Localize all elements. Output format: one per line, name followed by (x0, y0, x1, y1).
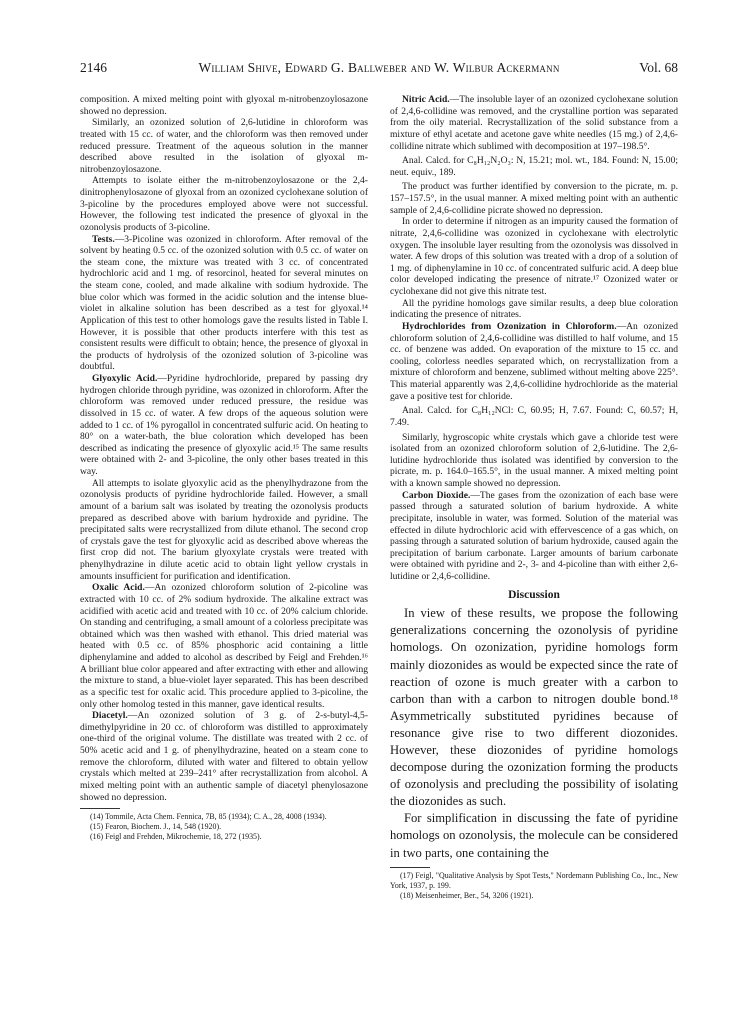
paragraph-body: —3-Picoline was ozonized in chloroform. After removal of the solvent by heating 0.5 cc. of the ozonized solution with 0.5 cc. of water on the steam cone, the mixture was treated with 3 cc. of concentrated hydrochloric acid and 1 mg. of resorcinol, heated for several minutes on the steam cone, cooled, and made alkaline with sodium hydroxide. The blue color which was formed in the acidic solution and the intense blue-violet in alkaline solution has been described as a test for glyoxal.¹⁴ Application of this test to other homologs gave the results listed in Table I. However, it is possible that other products interfere with this test as consistent results were difficult to obtain; hence, the presence of glyoxal in the products of hydrolysis of the ozonized solution of 3-picoline was doubtful. (80, 233, 368, 373)
paragraph: In order to determine if nitrogen as an impurity caused the formation of nitrate, 2,4,6-collidine was ozonized in cyclohexane with electrolytic oxygen. The insoluble layer resulting from the ozonolysis was dissolved in water. A few drops of this solution was treated with a drop of a solution of 1 mg. of diphenylamine in 10 cc. of concentrated sulfuric acid. A deep blue color developed indicating the presence of nitrate.¹⁷ Ozonized water or cyclohexane did not give this nitrate test. (390, 216, 678, 297)
section-heading: Discussion (508, 588, 560, 601)
footnote-rule (80, 808, 120, 809)
analysis-line: Anal. Calcd. for C₈H₁₂NCl: C, 60.95; H, 7.67. Found: C, 60.57; H, 7.49. (390, 405, 678, 428)
paragraph-heading: Diacetyl. (92, 710, 128, 722)
running-head: William Shive, Edward G. Ballweber and W. Wilbur Ackermann (198, 60, 560, 75)
paragraph: In view of these results, we propose the following generalizations concerning the ozonolysis of pyridine homologs. On ozonization, pyridine homologs form mainly diozonides as would be expected since the rate of reaction of ozone is much greater with a carbon to carbon than with a carbon to nitrogen double bond.¹⁸ Asymmetrically substituted pyridines because of resonance give rise to two different diozonides. However, these diozonides of pyridine homologs decompose during the ozonization forming the products of ozonolysis and precluding the possibility of isolating the diozonides as such. (390, 606, 678, 809)
paragraph-body: —The gases from the ozonization of each base were passed through a saturated solution of barium hydroxide. A white precipitate, insoluble in water, was formed. Solution of the material was effected in dilute hydrochloric acid with effervescence of a gas which, on passing through a saturated solution of barium hydroxide, caused again the precipitation of barium carbonate. Larger amounts of barium carbonate were obtained with pyridine and 2-, 3- and 4-picoline than with either 2,6-lutidine or 2,4,6-collidine. (390, 489, 678, 582)
volume-label: Vol. 68 (639, 60, 678, 75)
page-header (80, 60, 678, 80)
paragraph: All attempts to isolate glyoxylic acid as the phenylhydrazone from the ozonolysis products of pyridine hydrochloride failed. However, a small amount of a barium salt was isolated by treating the ozonolysis products prepared as described above with barium hydroxide and pyridine. The precipitated salts were recrystallized from dilute ethanol. The second crop of crystals gave the test for glyoxylic acid as described above whereas the first crop did not. The barium glyoxylate crystals were treated with phenylhydrazine in dilute acetic acid to obtain light yellow crystals in amounts insufficient for purification and identification. (80, 477, 368, 582)
footnotes (80, 812, 368, 842)
paragraph-body: —An ozonized chloroform solution of 2-picoline was extracted with 10 cc. of 2% sodium hydroxide. The alkaline extract was acidified with acetic acid and treated with 10 cc. of 20% calcium chloride. On standing and centrifuging, a small amount of a colorless precipitate was obtained which was then washed with ethanol. This dried material was heated with 0.5 cc. of 85% phosphoric acid containing a little diphenylamine and added to alcohol as described by Feigl and Frehden.¹⁶ A brilliant blue color appeared and after extracting with ether and allowing the mixture to stand, a blue-violet layer separated. This has been described as a specific test for oxalic acid. This procedure applied to 3-picoline, the only other homolog tested in this manner, gave identical results. (80, 582, 369, 710)
paragraph: Similarly, hygroscopic white crystals which gave a chloride test were isolated from an ozonized chloroform solution of 2,6-lutidine. The 2,6-lutidine hydrochloride thus isolated was identified by conversion to the picrate, m. p. 164.0–165.5°, in the usual manner. A mixed melting point with a known sample showed no depression. (390, 431, 678, 489)
analysis-line: Anal. Calcd. for C₈H₁₂N₂O₃: N, 15.21; mol. wt., 184. Found: N, 15.00; neut. equiv., 189. (390, 155, 678, 178)
paragraph-heading: Carbon Dioxide. (402, 489, 471, 501)
footnote: (16) Feigl and Frehden, Mikrochemie, 18, 272 (1935). (90, 832, 262, 842)
right-column (390, 94, 678, 901)
paragraph: For simplification in discussing the fate of pyridine homologs on ozonolysis, the molecule can be considered in two parts, one containing the (390, 811, 678, 860)
paragraph-body: —An ozonized solution of 3 g. of 2-s-butyl-4,5-dimethylpyridine in 20 cc. of chloroform was distilled to approximately one-third of the original volume. The distillate was treated with 2 cc. of 50% acetic acid and 1 g. of phenylhydrazine, heated on a steam cone to remove the chloroform, diluted with water and filtered to obtain yellow crystals which melted at 239–241° after recrystallization from alcohol. A mixed melting point with an authentic sample of diacetyl phenylosazone showed no depression. (80, 710, 368, 803)
left-column (80, 94, 368, 842)
paragraph-body: —The insoluble layer of an ozonized cyclohexane solution of 2,4,6-collidine was removed, and the crystalline portion was separated from the oily material. Recrystallization of the solid substance from a mixture of ethyl acetate and acetone gave white needles (15 mg.) of 2,4,6-collidine nitrate which sublimed with decomposition at 197–198.5°. (390, 94, 679, 152)
paragraph (390, 94, 678, 152)
paragraph-heading: Glyoxylic Acid. (92, 373, 158, 384)
paragraph-heading: Nitric Acid. (402, 94, 450, 105)
paragraph (80, 710, 368, 803)
paragraph-heading: Oxalic Acid. (92, 582, 145, 594)
paragraph-body: —An ozonized chloroform solution of 2,4,6-collidine was distilled to half volume, and 15 cc. of benzene was added. On evaporation of the mixture to 15 cc. and cooling, colorless needles separated which, on recrystallization from a mixture of chloroform and benzene, sublimed without melting above 225°. This material apparently was 2,4,6-collidine hydrochloride as the material gave a positive test for chloride. (390, 320, 679, 402)
footnote: (17) Feigl, "Qualitative Analysis by Spot Tests," Nordemann Publishing Co., Inc., New York, 1937, p. 199. (390, 870, 678, 890)
paragraph (80, 582, 368, 710)
paragraph (80, 373, 368, 478)
paragraph: The product was further identified by conversion to the picrate, m. p. 157–157.5°, in the usual manner. A mixed melting point with an authentic sample of 2,4,6-collidine picrate showed no depression. (390, 181, 678, 216)
footnote: (15) Fearon, Biochem. J., 14, 548 (1920). (90, 822, 222, 832)
footnote: (14) Tommile, Acta Chem. Fennica, 7B, 85 (1934); C. A., 28, 4008 (1934). (90, 812, 327, 822)
footnotes (390, 871, 678, 901)
footnote: (18) Meisenheimer, Ber., 54, 3206 (1921). (400, 890, 534, 900)
paragraph: Similarly, an ozonized solution of 2,6-lutidine in chloroform was treated with 15 cc. of water, and the chloroform was then removed under reduced pressure. Treatment of the aqueous solution in the manner described above resulted in the isolation of glyoxal m-nitrobenzoylosazone. (80, 117, 368, 175)
paragraph-heading: Hydrochlorides from Ozonization in Chloroform. (402, 320, 617, 332)
paragraph: All the pyridine homologs gave similar results, a deep blue coloration indicating the presence of nitrates. (390, 297, 678, 321)
paragraph-heading: Tests. (92, 233, 115, 245)
discussion-text (390, 605, 678, 861)
page-number: 2146 (80, 60, 107, 75)
paragraph (390, 490, 678, 583)
paragraph (390, 321, 678, 402)
footnote-rule (390, 867, 430, 868)
paragraph (80, 234, 368, 374)
paragraph: composition. A mixed melting point with glyoxal m-nitrobenzoylosazone showed no depression. (80, 94, 368, 117)
paragraph: Attempts to isolate either the m-nitrobenzoylosazone or the 2,4-dinitrophenylosazone of glyoxal from an ozonized cyclohexane solution of 3-picoline by the procedures employed above were not successful. However, the following test indicated the presence of glyoxal in the ozonolysis products of 3-picoline. (80, 175, 368, 233)
paragraph-body: —Pyridine hydrochloride, prepared by passing dry hydrogen chloride through pyridine, was ozonized in chloroform. After the chloroform was removed under reduced pressure, the residue was dissolved in 15 cc. of water. A few drops of the aqueous solution were added to 1 cc. of 1% pyrogallol in concentrated sulfuric acid. On heating to 80° on a water-bath, the blue coloration which developed has been described as indicating the presence of glyoxylic acid.¹⁵ The same results were obtained with 2- and 3-picoline, the only other bases treated in this way. (80, 373, 368, 477)
